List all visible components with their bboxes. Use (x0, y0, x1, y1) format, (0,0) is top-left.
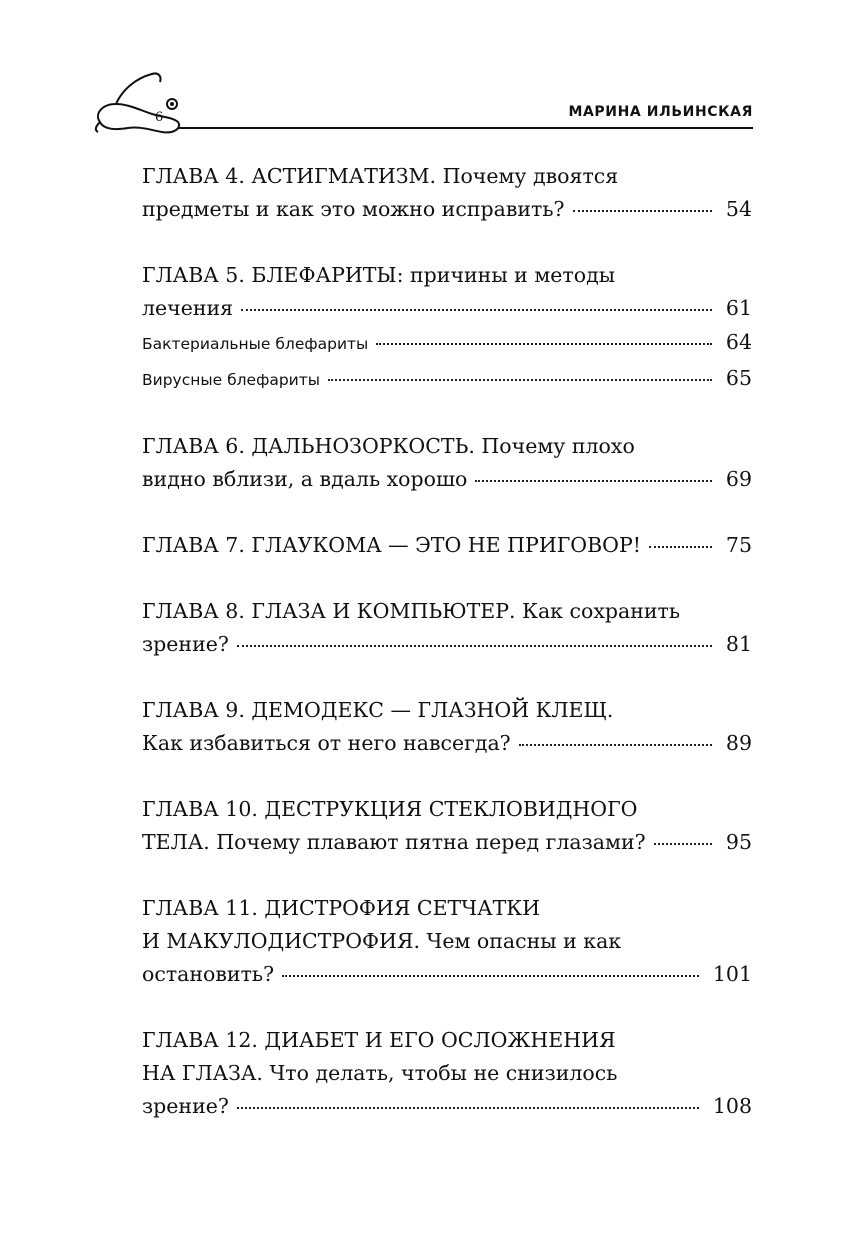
toc-page-number: 81 (725, 632, 752, 656)
toc-entry-last-line (142, 1090, 752, 1123)
toc-entry-title-line: И МАКУЛОДИСТРОФИЯ. Чем опасны и как (142, 929, 622, 953)
table-of-contents (142, 160, 752, 1156)
toc-entry-title-line: ГЛАВА 9. ДЕМОДЕКС — ГЛАЗНОЙ КЛЕЩ. (142, 698, 614, 722)
toc-entry[interactable] (142, 892, 752, 991)
toc-entry-title-line: ГЛАВА 4. АСТИГМАТИЗМ. Почему двоятся (142, 164, 619, 188)
toc-entry-title-line: ГЛАВА 11. ДИСТРОФИЯ СЕТЧАТКИ (142, 896, 541, 920)
toc-entry[interactable] (142, 529, 752, 562)
toc-page-number: 54 (725, 197, 752, 221)
toc-entry-title-line: остановить? (142, 962, 275, 986)
toc-page-number: 101 (712, 962, 752, 986)
toc-page-number: 108 (712, 1094, 752, 1118)
toc-subentry-label: Вирусные блефариты (142, 371, 321, 389)
toc-entry-last-line (142, 193, 752, 226)
toc-entry[interactable] (142, 430, 752, 496)
toc-page-number: 64 (725, 330, 752, 354)
toc-subentry[interactable] (142, 361, 752, 397)
dot-leader (475, 480, 712, 482)
dot-leader (654, 843, 712, 845)
toc-entry-last-line (142, 826, 752, 859)
dot-leader (328, 379, 712, 381)
glasses-icon (92, 70, 192, 135)
toc-entry-title-line: НА ГЛАЗА. Что делать, чтобы не снизилось (142, 1061, 618, 1085)
dot-leader (649, 546, 712, 548)
dot-leader (237, 645, 712, 647)
dot-leader (282, 975, 699, 977)
page-header (0, 0, 845, 140)
dot-leader (376, 343, 712, 345)
toc-entry[interactable] (142, 1024, 752, 1123)
toc-entry-title-line: ГЛАВА 5. БЛЕФАРИТЫ: причины и методы (142, 263, 616, 287)
toc-entry[interactable] (142, 694, 752, 760)
toc-entry-last-line (142, 463, 752, 496)
toc-entry-title-line: ГЛАВА 10. ДЕСТРУКЦИЯ СТЕКЛОВИДНОГО (142, 797, 638, 821)
toc-entry-title-line: ГЛАВА 6. ДАЛЬНОЗОРКОСТЬ. Почему плохо (142, 434, 635, 458)
toc-entry-title-line: ГЛАВА 7. ГЛАУКОМА — ЭТО НЕ ПРИГОВОР! (142, 533, 641, 557)
dot-leader (573, 210, 712, 212)
toc-entry-title-line: ГЛАВА 12. ДИАБЕТ И ЕГО ОСЛОЖНЕНИЯ (142, 1028, 616, 1052)
toc-page-number: 65 (725, 366, 752, 390)
toc-entry[interactable] (142, 160, 752, 226)
toc-entry-last-line (142, 529, 752, 562)
dot-leader (519, 744, 712, 746)
toc-entry-last-line (142, 628, 752, 661)
toc-entry-last-line (142, 727, 752, 760)
page-number: 6 (155, 110, 164, 125)
toc-page-number: 61 (725, 296, 752, 320)
dot-leader (237, 1107, 699, 1109)
header-rule (178, 127, 753, 129)
toc-entry-title-line: ГЛАВА 8. ГЛАЗА И КОМПЬЮТЕР. Как сохранить (142, 599, 681, 623)
toc-page-number: 89 (725, 731, 752, 755)
toc-page-number: 75 (725, 533, 752, 557)
toc-entry-title-line: Как избавиться от него навсегда? (142, 731, 511, 755)
toc-entry-title-line: зрение? (142, 632, 229, 656)
toc-entry-title-line: лечения (142, 296, 234, 320)
author-name: МАРИНА ИЛЬИНСКАЯ (568, 104, 753, 120)
toc-page-number: 69 (725, 467, 752, 491)
dot-leader (241, 309, 712, 311)
toc-entry[interactable] (142, 595, 752, 661)
toc-entry[interactable] (142, 793, 752, 859)
toc-entry-last-line (142, 292, 752, 325)
toc-entry-title-line: видно вблизи, а вдаль хорошо (142, 467, 468, 491)
toc-subentry-label: Бактериальные блефариты (142, 335, 369, 353)
toc-entry-last-line (142, 958, 752, 991)
toc-entry[interactable] (142, 259, 752, 397)
toc-page-number: 95 (725, 830, 752, 854)
toc-entry-title-line: зрение? (142, 1094, 229, 1118)
toc-entry-title-line: предметы и как это можно исправить? (142, 197, 565, 221)
toc-entry-title-line: ТЕЛА. Почему плавают пятна перед глазами? (142, 830, 646, 854)
toc-subentry[interactable] (142, 325, 752, 361)
